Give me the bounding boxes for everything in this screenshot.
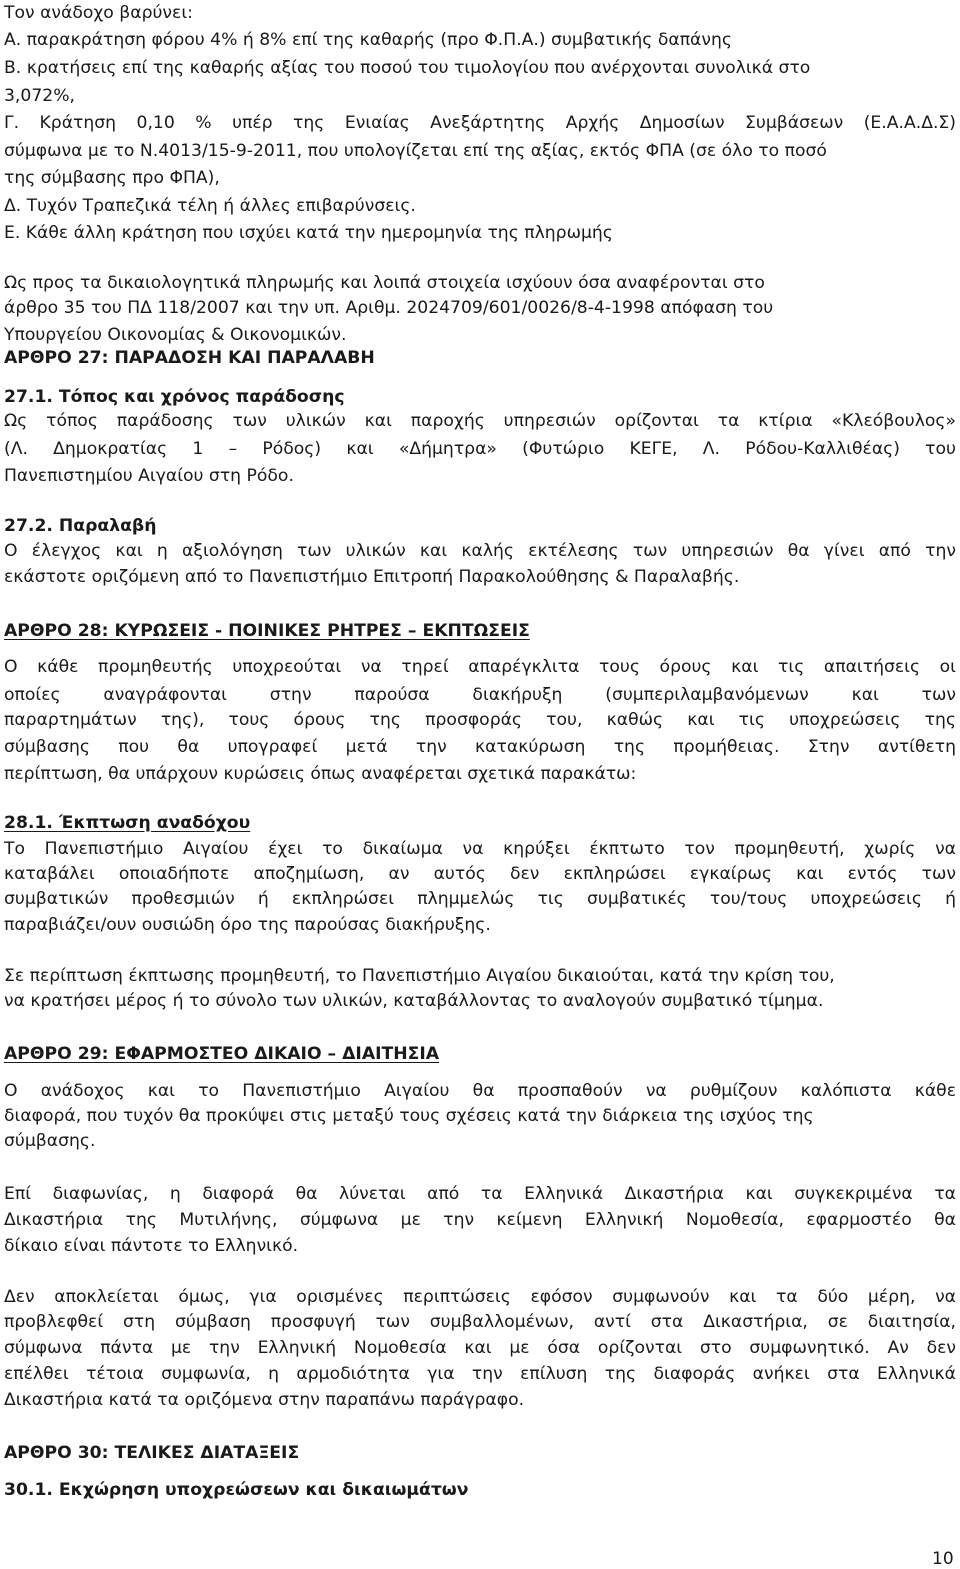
paragraph-line: Δ. Τυχόν Τραπεζικά τέλη ή άλλες επιβαρύνσεις. — [4, 196, 416, 216]
paragraph-line: Ο έλεγχος και η αξιολόγηση των υλικών και καλής εκτέλεσης των υπηρεσιών θα γίνει από την — [4, 541, 956, 561]
paragraph-line: Ε. Κάθε άλλη κράτηση που ισχύει κατά την ημερομηνία της πληρωμής — [4, 223, 613, 243]
paragraph-line: σύμβασης που θα υπογραφεί μετά την κατακύρωση της προμήθειας. Στην αντίθετη — [4, 737, 956, 757]
article-heading: ΑΡΘΡΟ 29: ΕΦΑΡΜΟΣΤΕΟ ΔΙΚΑΙΟ – ΔΙΑΙΤΗΣΙΑ — [4, 1044, 440, 1064]
paragraph-line: σύμφωνα πάντα με την Ελληνική Νομοθεσία και με όσα ορίζονται στο συμφωνητικό. Αν δεν — [4, 1338, 956, 1358]
paragraph-line: διαφορά, που τυχόν θα προκύψει στις μεταξύ τους σχέσεις κατά την διάρκεια της ισχύος της — [4, 1106, 814, 1126]
paragraph-line: Υπουργείου Οικονομίας & Οικονομικών. — [4, 325, 347, 345]
article-heading: ΑΡΘΡΟ 28: ΚΥΡΩΣΕΙΣ - ΠΟΙΝΙΚΕΣ ΡΗΤΡΕΣ – ΕΚΠΤΩΣΕΙΣ — [4, 621, 530, 641]
page-number: 10 — [932, 1549, 954, 1569]
article-heading: ΑΡΘΡΟ 27: ΠΑΡΑΔΟΣΗ ΚΑΙ ΠΑΡΑΛΑΒΗ — [4, 348, 375, 368]
paragraph-line: καταβάλει οποιαδήποτε αποζημίωση, αν αυτός δεν εκπληρώσει εγκαίρως και εντός των — [4, 864, 956, 884]
paragraph-line: Ο ανάδοχος και το Πανεπιστήμιο Αιγαίου θα προσπαθούν να ρυθμίζουν καλόπιστα κάθε — [4, 1081, 956, 1101]
paragraph-line: παραβιάζει/ουν ουσιώδη όρο της παρούσας διακήρυξης. — [4, 915, 491, 935]
paragraph-line: της σύμβασης προ ΦΠΑ), — [4, 168, 220, 188]
paragraph-line: σύμφωνα με το Ν.4013/15-9-2011, που υπολογίζεται επί της αξίας, εκτός ΦΠΑ (σε όλο το ποσό — [4, 141, 827, 161]
paragraph-line: να κρατήσει μέρος ή το σύνολο των υλικών, καταβάλλοντας το αναλογούν συμβατικό τίμημα. — [4, 991, 824, 1011]
paragraph-line: Το Πανεπιστήμιο Αιγαίου έχει το δικαίωμα να κηρύξει έκπτωτο τον προμηθευτή, χωρίς να — [4, 839, 956, 859]
paragraph-line: σύμβασης. — [4, 1131, 96, 1151]
section-heading: 27.2. Παραλαβή — [4, 516, 157, 536]
paragraph-line: άρθρο 35 του ΠΔ 118/2007 και την υπ. Αριθμ. 2024709/601/0026/8-4-1998 απόφαση του — [4, 298, 774, 318]
paragraph-line: περίπτωση, θα υπάρχουν κυρώσεις όπως αναφέρεται σχετικά παρακάτω: — [4, 764, 637, 784]
paragraph-line: Α. παρακράτηση φόρου 4% ή 8% επί της καθαρής (προ Φ.Π.Α.) συμβατικής δαπάνης — [4, 30, 732, 50]
paragraph-line: Τον ανάδοχο βαρύνει: — [4, 3, 193, 23]
article-heading: ΑΡΘΡΟ 30: ΤΕΛΙΚΕΣ ΔΙΑΤΑΞΕΙΣ — [4, 1443, 300, 1463]
section-heading: 28.1. Έκπτωση αναδόχου — [4, 813, 251, 833]
paragraph-line: Δικαστήρια της Μυτιλήνης, σύμφωνα με την κείμενη Ελληνική Νομοθεσία, εφαρμοστέο θα — [4, 1210, 956, 1230]
paragraph-line: Σε περίπτωση έκπτωσης προμηθευτή, το Πανεπιστήμιο Αιγαίου δικαιούται, κατά την κρίση του, — [4, 966, 835, 986]
paragraph-line: 3,072%, — [4, 86, 75, 106]
paragraph-line: (Λ. Δημοκρατίας 1 – Ρόδος) και «Δήμητρα» (Φυτώριο ΚΕΓΕ, Λ. Ρόδου-Καλλιθέας) του — [4, 439, 956, 459]
paragraph-line: δίκαιο είναι πάντοτε το Ελληνικό. — [4, 1236, 299, 1256]
paragraph-line: Β. κρατήσεις επί της καθαρής αξίας του ποσού του τιμολογίου που ανέρχονται συνολικά στο — [4, 58, 811, 78]
paragraph-line: Δεν αποκλείεται όμως, για ορισμένες περιπτώσεις εφόσον συμφωνούν και τα δύο μέρη, να — [4, 1287, 956, 1307]
paragraph-line: παραρτημάτων της), τους όρους της προσφοράς του, καθώς και τις υποχρεώσεις της — [4, 710, 956, 730]
paragraph-line: προβλεφθεί στη σύμβαση προσφυγή των συμβαλλομένων, αντί στα Δικαστήρια, σε διαιτησία, — [4, 1312, 956, 1332]
section-heading: 30.1. Εκχώρηση υποχρεώσεων και δικαιωμάτων — [4, 1480, 469, 1500]
paragraph-line: οποίες αναγράφονται στην παρούσα διακήρυξη (συμπεριλαμβανόμενων και των — [4, 685, 956, 705]
section-heading: 27.1. Τόπος και χρόνος παράδοσης — [4, 387, 345, 407]
paragraph-line: Επί διαφωνίας, η διαφορά θα λύνεται από τα Ελληνικά Δικαστήρια και συγκεκριμένα τα — [4, 1184, 956, 1204]
paragraph-line: συμβατικών προθεσμιών ή εκπληρώσει πλημμελώς τις συμβατικές του/τους υποχρεώσεις ή — [4, 889, 956, 909]
paragraph-line: επέλθει τέτοια συμφωνία, η αρμοδιότητα για την επίλυση της διαφοράς ανήκει στα Ελληνικά — [4, 1364, 956, 1384]
paragraph-line: Πανεπιστημίου Αιγαίου στη Ρόδο. — [4, 466, 294, 486]
paragraph-line: Γ. Κράτηση 0,10 % υπέρ της Ενιαίας Ανεξάρτητης Αρχής Δημοσίων Συμβάσεων (Ε.Α.Α.Δ.Σ) — [4, 113, 956, 133]
paragraph-line: Δικαστήρια κατά τα οριζόμενα στην παραπάνω παράγραφο. — [4, 1390, 525, 1410]
paragraph-line: Ως προς τα δικαιολογητικά πληρωμής και λοιπά στοιχεία ισχύουν όσα αναφέρονται στο — [4, 273, 765, 293]
paragraph-line: Ο κάθε προμηθευτής υποχρεούται να τηρεί απαρέγκλιτα τους όρους και τις απαιτήσεις οι — [4, 657, 956, 677]
paragraph-line: εκάστοτε οριζόμενη από το Πανεπιστήμιο Επιτροπή Παρακολούθησης & Παραλαβής. — [4, 567, 740, 587]
paragraph-line: Ως τόπος παράδοσης των υλικών και παροχής υπηρεσιών ορίζονται τα κτίρια «Κλεόβουλος» — [4, 411, 956, 431]
